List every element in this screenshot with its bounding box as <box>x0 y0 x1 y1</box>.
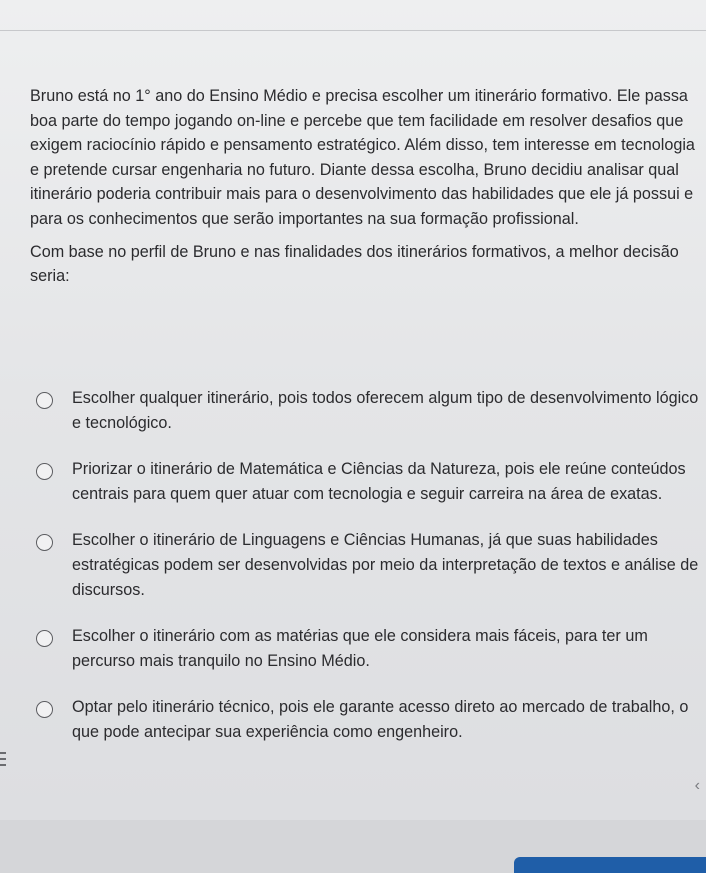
option-3[interactable] <box>36 528 700 602</box>
option-label: Escolher qualquer itinerário, pois todos oferecem algum tipo de desenvolvimento lógico e tecnológico. <box>72 389 699 432</box>
option-label: Optar pelo itinerário técnico, pois ele garante acesso direto ao mercado de trabalho, o que pode antecipar sua experiência como engenheiro. <box>72 698 689 741</box>
top-divider <box>0 30 706 31</box>
option-2[interactable] <box>36 457 700 506</box>
option-label: Priorizar o itinerário de Matemática e Ciências da Natureza, pois ele reúne conteúdos centrais para quem quer atuar com tecnologia e seguir carreira na área de exatas. <box>72 460 686 503</box>
question-paragraph-prompt: Com base no perfil de Bruno e nas finalidades dos itinerários formativos, a melhor decisão seria: <box>30 242 679 286</box>
question-text <box>30 84 700 289</box>
chevron-left-icon[interactable]: ‹ <box>694 777 700 794</box>
radio-button[interactable] <box>36 534 53 551</box>
option-label: Escolher o itinerário com as matérias que ele considera mais fáceis, para ter um percurso mais tranquilo no Ensino Médio. <box>72 627 648 670</box>
option-1[interactable] <box>36 386 700 435</box>
menu-icon[interactable] <box>0 752 6 766</box>
option-5[interactable] <box>36 695 700 744</box>
radio-button[interactable] <box>36 630 53 647</box>
radio-button[interactable] <box>36 463 53 480</box>
answer-options <box>36 386 700 745</box>
option-label: Escolher o itinerário de Linguagens e Ciências Humanas, já que suas habilidades estratégicas podem ser desenvolvidas por meio da interpretação de textos e análise de discursos. <box>72 531 699 599</box>
question-paragraph-scenario: Bruno está no 1° ano do Ensino Médio e precisa escolher um itinerário formativo. Ele passa boa parte do tempo jogando on-line e percebe que tem facilidade em resolver desafios que exigem raciocínio rápido e pensamento estratégico. Além disso, tem interesse em tecnologia e pretende cursar engenharia no futuro. Diante dessa escolha, Bruno decidiu analisar qual itinerário poderia contribuir mais para o desenvolvimento das habilidades que ele já possui e para os conhecimentos que serão importantes na sua formação profissional. <box>30 87 695 228</box>
option-4[interactable] <box>36 624 700 673</box>
submit-button[interactable] <box>514 857 706 873</box>
radio-button[interactable] <box>36 392 53 409</box>
radio-button[interactable] <box>36 701 53 718</box>
